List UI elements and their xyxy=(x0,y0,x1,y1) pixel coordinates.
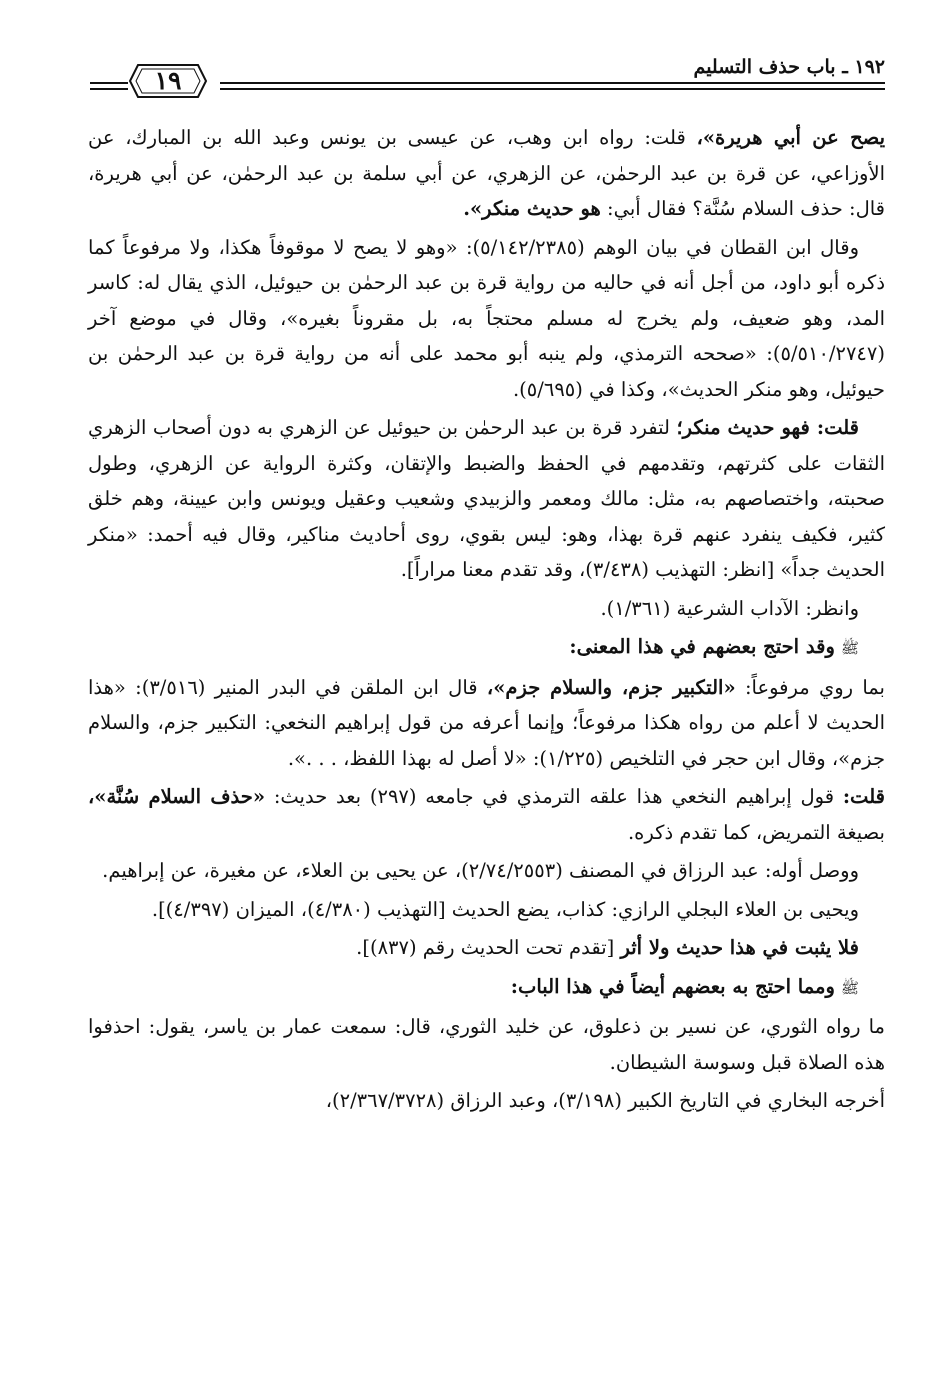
paragraph-7-text-2: بصيغة التمريض، كما تقدم ذكره. xyxy=(627,820,885,844)
paragraph-5-lead: وقد احتج بعضهم في هذا المعنى: xyxy=(569,635,835,658)
header-rule-top xyxy=(220,82,885,84)
paragraph-6 xyxy=(88,670,885,777)
paragraph-6-text: بما روي مرفوعاً: xyxy=(735,675,885,699)
paragraph-1 xyxy=(88,120,885,227)
paragraph-12 xyxy=(88,1009,885,1080)
paragraph-2-text: وقال ابن القطان في بيان الوهم (٥/١٤٢/٢٣٨٥): «وهو لا يصح لا موقوفاً هكذا، ولا مرفوعاً كما ذكره أبو داود، من أجل أنه في حاليه من رواية قرة بن عبد الرحمٰن بن حيوئيل، الذي يقال له: كاسر المد، وهو ضعيف، ولم يخرج له مسلم محتجاً به، بل مقروناً بغيره»، وقال في موضع آخر (٥/٥١٠/٢٧٤٧): «صححه الترمذي، ولم ينبه أبو محمد على أنه من رواية قرة بن عبد الرحمٰن بن حيوئيل، وهو منكر الحديث»، وكذا في (٥/٦٩٥). xyxy=(88,235,885,401)
paragraph-11-lead: ومما احتج به بعضهم أيضاً في هذا الباب: xyxy=(510,974,835,998)
paragraph-3-text: لتفرد قرة بن عبد الرحمٰن بن حيوئيل عن الزهري به دون أصحاب الزهري الثقات على كثرتهم، وتقدمهم في الحفظ والضبط والإتقان، وكثرة الرواية عن الزهري، وطول صحبته، واختصاصهم به، مثل: مالك ومعمر والزبيدي وشعيب وعقيل ويونس وابن عيينة، وهم خلق كثير، فكيف ينفرد عنهم قرة بهذا، وهو: ليس بقوي، روى أحاديث مناكير، وقال فيه أحمد: «منكر الحديث جداً» [انظر: التهذيب (٣/٤٣٨)، وقد تقدم معنا مراراً]. xyxy=(88,416,885,581)
header-rule-left-top xyxy=(90,82,128,84)
paragraph-1-tail: هو حديث منكر». xyxy=(463,197,601,220)
paragraph-7-bold: «حذف السلام سُنَّة»، xyxy=(88,785,266,808)
paragraph-3-lead: قلت: فهو حديث منكر؛ xyxy=(676,416,859,439)
header-rule-bottom xyxy=(220,88,885,90)
chapter-title: ١٩٢ ـ باب حذف التسليم xyxy=(693,56,885,78)
paragraph-5 xyxy=(88,629,885,667)
paragraph-6-bold: «التكبير جزم، والسلام جزم»، xyxy=(486,675,736,699)
paragraph-10 xyxy=(88,930,885,966)
paragraph-11 xyxy=(88,969,885,1007)
paragraph-9-text: ويحيى بن العلاء البجلي الرازي: كذاب، يضع الحديث [التهذيب (٤/٣٨٠)، الميزان (٤/٣٩٧)]. xyxy=(151,897,859,921)
page-header xyxy=(90,50,885,110)
section-number-frame xyxy=(128,62,208,100)
paragraph-7 xyxy=(88,779,885,850)
paragraph-8 xyxy=(88,853,885,889)
header-rule-left-bottom xyxy=(90,88,128,90)
paragraph-3 xyxy=(88,410,885,588)
paragraph-10-text: [تقدم تحت الحديث رقم (٨٣٧)]. xyxy=(356,936,621,959)
paragraph-7-text: قول إبراهيم النخعي هذا علقه الترمذي في جامعه (٢٩٧) بعد حديث: xyxy=(265,785,843,808)
bullet-mark-icon: ﷺ xyxy=(840,978,859,997)
paragraph-12-text: ما رواه الثوري، عن نسير بن ذعلوق، عن خليد الثوري، قال: سمعت عمار بن ياسر، يقول: احذفوا هذه الصلاة قبل وسوسة الشيطان. xyxy=(88,1015,885,1074)
paragraph-10-lead: فلا يثبت في هذا حديث ولا أثر xyxy=(620,936,859,959)
bullet-mark-icon: ﷺ xyxy=(840,639,859,657)
paragraph-1-lead: يصح عن أبي هريرة»، xyxy=(696,126,886,149)
page-body xyxy=(88,120,885,1122)
paragraph-7-lead: قلت: xyxy=(842,785,885,808)
paragraph-6-text-2: قال ابن الملقن في البدر المنير (٣/٥١٦): «هذا الحديث لا أعلم من رواه هكذا مرفوعاً؛ وإنما أعرفه من قول إبراهيم النخعي: التكبير جزم، والسلام جزم»، وقال ابن حجر في التلخيص (١/٢٢٥): «لا أصل له بهذا اللفظ، . . .». xyxy=(88,675,885,770)
paragraph-2 xyxy=(88,230,885,408)
paragraph-4-text: وانظر: الآداب الشرعية (١/٣٦١). xyxy=(600,596,859,620)
section-number: ١٩ xyxy=(154,66,182,95)
paragraph-8-text: ووصل أوله: عبد الرزاق في المصنف (٢/٧٤/٢٥٥٣)، عن يحيى بن العلاء، عن مغيرة، عن إبراهيم. xyxy=(102,859,859,882)
paragraph-13 xyxy=(88,1083,885,1119)
paragraph-9 xyxy=(88,892,885,928)
paragraph-4 xyxy=(88,591,885,627)
paragraph-13-text: أخرجه البخاري في التاريخ الكبير (٣/١٩٨)، وعبد الرزاق (٢/٣٦٧/٣٧٢٨)، xyxy=(325,1089,885,1112)
paragraph-1-text: قلت: رواه ابن وهب، عن عيسى بن يونس وعبد الله بن المبارك، عن الأوزاعي، عن قرة بن عبد الرحمٰن، عن الزهري، عن أبي سلمة بن عبد الرحمٰن، عن أبي هريرة، قال: حذف السلام سُنَّة؟ فقال أبي: xyxy=(88,126,885,220)
